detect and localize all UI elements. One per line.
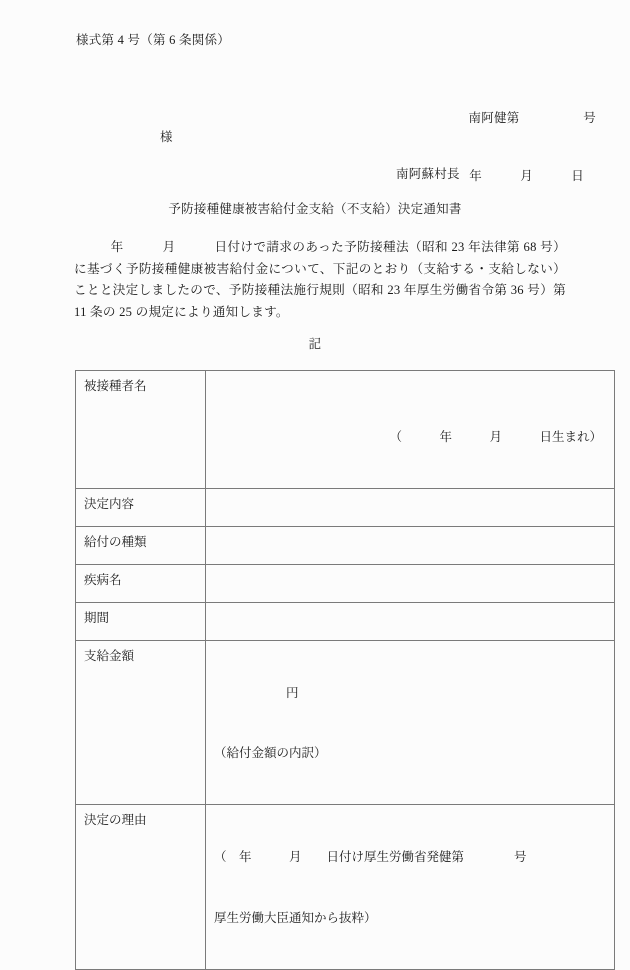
table-row: [76, 526, 615, 564]
row-label-disease-name: 疾病名: [76, 564, 206, 602]
row-value-disease-name: [206, 564, 615, 602]
decision-detail-table: [75, 370, 615, 970]
decision-reason-line-2: 厚生労働大臣通知から抜粋）: [214, 910, 377, 925]
document-number: 南阿健第 号: [468, 110, 596, 125]
payment-amount-unit: 円: [286, 686, 299, 701]
document-date: 年 月 日: [469, 168, 584, 183]
payment-amount-breakdown-label: （給付金額の内訳）: [214, 745, 327, 760]
table-row: [76, 488, 615, 526]
row-value-recipient-name: [206, 371, 615, 489]
decision-reason-line-1: （ 年 月 日付け厚生労働省発健第 号: [214, 850, 527, 865]
row-value-payment-amount: [206, 640, 615, 804]
addressee-line: 様: [160, 130, 173, 144]
page-title: 予防接種健康被害給付金支給（不支給）決定通知書: [168, 202, 462, 216]
table-row: [76, 804, 615, 969]
table-row: [76, 602, 615, 640]
birth-date-placeholder: （ 年 月 日生まれ）: [389, 429, 602, 444]
row-label-decision-reason: 決定の理由: [76, 804, 206, 969]
table-row: [76, 640, 615, 804]
body-paragraph: [74, 237, 566, 324]
row-label-benefit-type: 給付の種類: [76, 526, 206, 564]
row-label-period: 期間: [76, 602, 206, 640]
ki-marker: 記: [308, 337, 322, 351]
table-row: [76, 371, 615, 489]
issuer-name: 南阿蘇村長: [396, 167, 460, 181]
row-value-period: [206, 602, 615, 640]
row-value-benefit-type: [206, 526, 615, 564]
row-value-decision-reason: [206, 804, 615, 969]
row-label-decision-content: 決定内容: [76, 488, 206, 526]
table-row: [76, 564, 615, 602]
row-label-recipient-name: 被接種者名: [76, 371, 206, 489]
row-label-payment-amount: 支給金額: [76, 640, 206, 804]
form-number: 様式第 4 号（第 6 条関係）: [76, 33, 231, 47]
body-paragraph-text: 年 月 日付けで請求のあった予防接種法（昭和 23 年法律第 68 号）に基づく予防接種健康被害給付金について、下記のとおり（支給する・支給しない）ことと決定しましたので、予防接種法施行規則（昭和 23 年厚生労働省令第 36 号）第 11 条の 25 の規定により通知します。: [74, 240, 566, 319]
row-value-decision-content: [206, 488, 615, 526]
